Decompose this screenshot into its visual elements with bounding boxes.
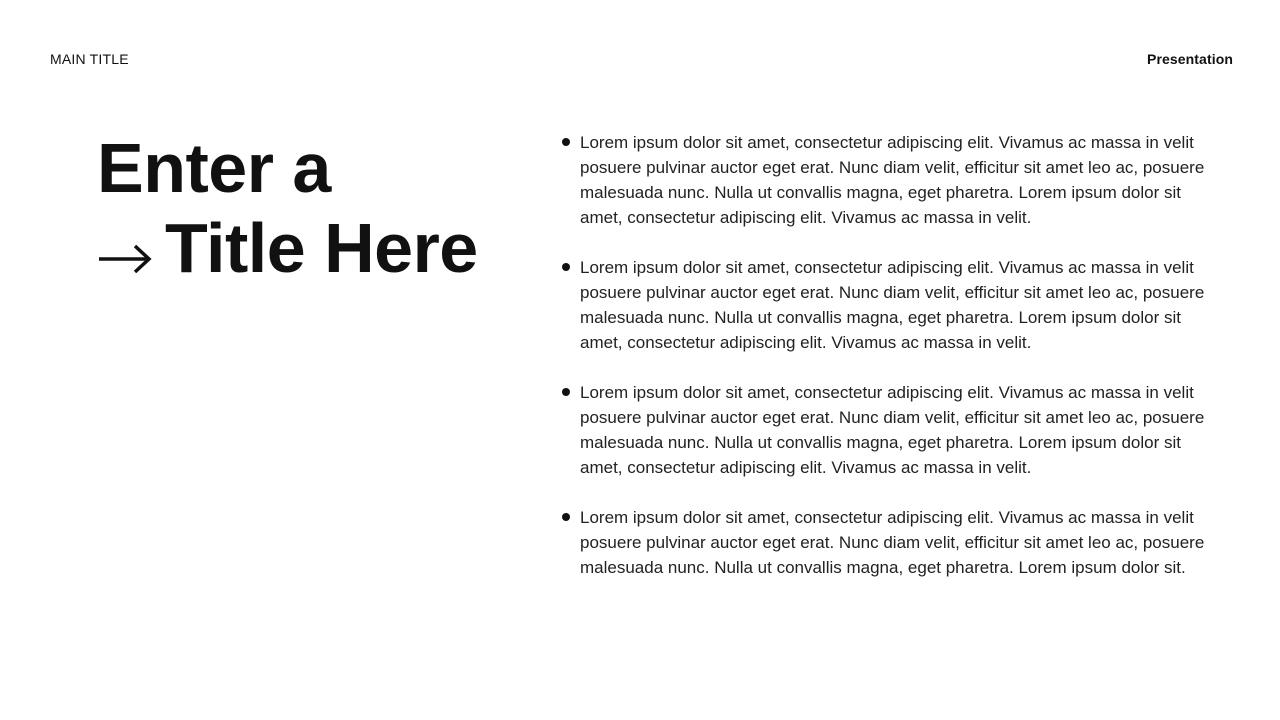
bullet-text: Lorem ipsum dolor sit amet, consectetur adipiscing elit. Vivamus ac massa in velit posuere pulvinar auctor eget erat. Nunc diam velit, efficitur sit amet leo ac, posuere malesuada nunc. Nulla ut convallis magna, eget pharetra. Lorem ipsum dolor sit amet, consectetur adipiscing elit. Vivamus ac massa in velit. <box>580 258 1205 352</box>
bullet-text: Lorem ipsum dolor sit amet, consectetur adipiscing elit. Vivamus ac massa in velit posuere pulvinar auctor eget erat. Nunc diam velit, efficitur sit amet leo ac, posuere malesuada nunc. Nulla ut convallis magna, eget pharetra. Lorem ipsum dolor sit amet, consectetur adipiscing elit. Vivamus ac massa in velit. <box>580 133 1205 227</box>
title-line-1: Enter a <box>97 129 331 207</box>
bullet-text: Lorem ipsum dolor sit amet, consectetur adipiscing elit. Vivamus ac massa in velit posuere pulvinar auctor eget erat. Nunc diam velit, efficitur sit amet leo ac, posuere malesuada nunc. Nulla ut convallis magna, eget pharetra. Lorem ipsum dolor sit. <box>580 508 1205 577</box>
slide-title <box>97 128 517 288</box>
bullet-dot <box>562 513 570 521</box>
main-title-label: MAIN TITLE <box>50 51 129 67</box>
presentation-label: Presentation <box>1147 51 1233 67</box>
bullet-dot <box>562 388 570 396</box>
right-arrow-icon <box>97 208 153 288</box>
bullet-dot <box>562 263 570 271</box>
list-item <box>562 505 1207 580</box>
bullet-dot <box>562 138 570 146</box>
bullet-text: Lorem ipsum dolor sit amet, consectetur adipiscing elit. Vivamus ac massa in velit posuere pulvinar auctor eget erat. Nunc diam velit, efficitur sit amet leo ac, posuere malesuada nunc. Nulla ut convallis magna, eget pharetra. Lorem ipsum dolor sit amet, consectetur adipiscing elit. Vivamus ac massa in velit. <box>580 383 1205 477</box>
bullet-list <box>562 130 1207 605</box>
title-line-2: Title Here <box>165 209 478 287</box>
title-line-2-wrapper <box>97 208 517 288</box>
list-item <box>562 255 1207 355</box>
list-item <box>562 380 1207 480</box>
list-item <box>562 130 1207 230</box>
